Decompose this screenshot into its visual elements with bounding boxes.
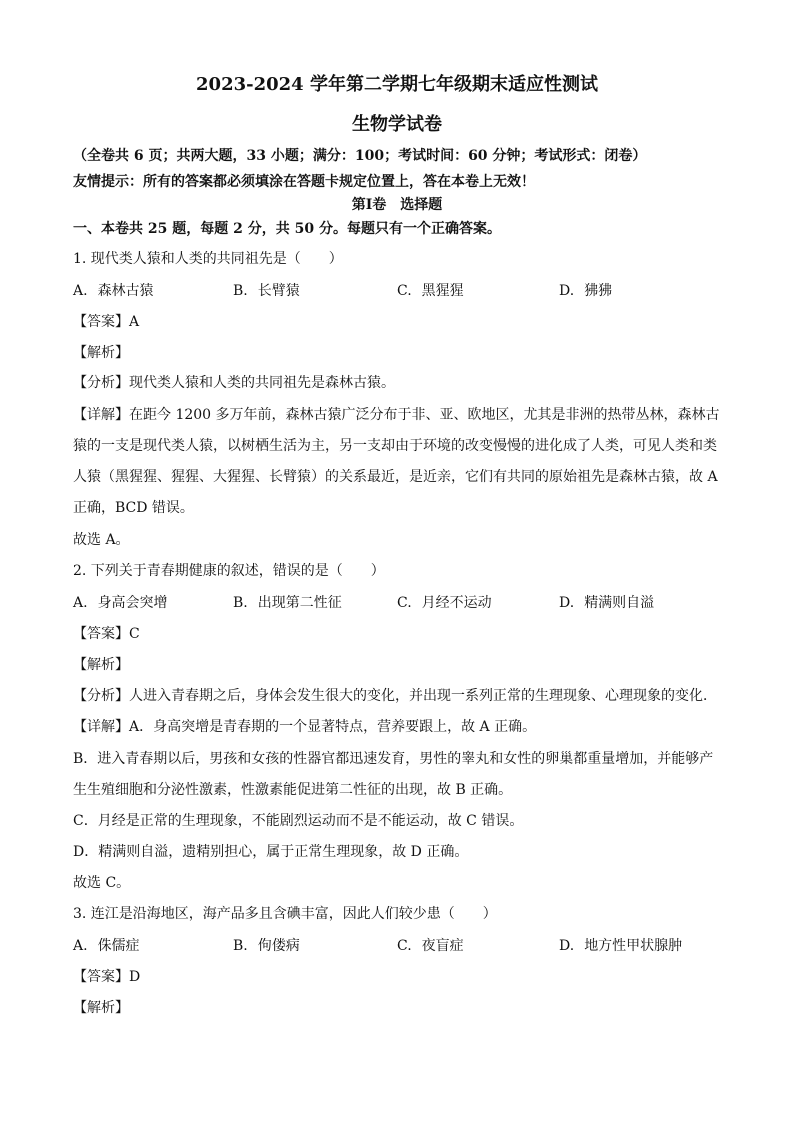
friendly-tip: 友情提示：所有的答案都必须填涂在答题卡规定位置上，答在本卷上无效！ <box>73 174 535 190</box>
question-2-detail-c: C．月经是正常的生理现象，不能剧烈运动而不是不能运动，故 C 错误。 <box>73 813 524 829</box>
section-instruction: 一、本卷共 25 题，每题 2 分，共 50 分。每题只有一个正确答案。 <box>73 221 501 237</box>
part-heading: 第Ⅰ卷 选择题 <box>351 197 443 213</box>
question-1-options <box>73 282 733 300</box>
question-3-analysis-tag: 【解析】 <box>73 1000 129 1016</box>
question-2-analysis-tag: 【解析】 <box>73 657 129 673</box>
exam-info: （全卷共 6 页；共两大题，33 小题；满分：100；考试时间：60 分钟；考试形式：闭卷） <box>73 148 647 164</box>
question-2-detail-d: D．精满则自溢，遗精别担心，属于正常生理现象，故 D 正确。 <box>73 844 469 860</box>
question-2-stem: 2. 下列关于青春期健康的叙述，错误的是（ ） <box>73 563 385 579</box>
question-1-stem: 1. 现代类人猿和人类的共同祖先是（ ） <box>73 251 343 267</box>
question-2-detail-a: 【详解】A．身高突增是青春期的一个显著特点，营养要跟上，故 A 正确。 <box>73 719 537 735</box>
question-3-option-d: D. 地方性甲状腺肿 <box>559 938 683 954</box>
question-1-option-d: D. 狒狒 <box>559 283 613 299</box>
question-2-option-a: A. 身高会突增 <box>73 595 168 611</box>
question-2-option-c: C. 月经不运动 <box>397 595 492 611</box>
question-2-conclusion: 故选 C。 <box>73 875 131 891</box>
question-3-option-a: A. 侏儒症 <box>73 938 140 954</box>
question-1-fenxi: 【分析】现代类人猿和人类的共同祖先是森林古猿。 <box>73 375 395 391</box>
question-2-detail-b-line-2: 生生殖细胞和分泌性激素，性激素能促进第二性征的出现，故 B 正确。 <box>73 782 513 798</box>
question-1-detail-line-4: 正确，BCD 错误。 <box>73 500 194 516</box>
question-2-option-b: B. 出现第二性征 <box>233 595 342 611</box>
question-1-analysis-tag: 【解析】 <box>73 345 129 361</box>
question-2-detail-b-line-1: B．进入青春期以后，男孩和女孩的性器官都迅速发育，男性的睾丸和女性的卵巢都重量增加，并能够产 <box>73 751 714 767</box>
exam-title: 2023-2024 学年第二学期七年级期末适应性测试 <box>196 74 598 95</box>
question-1-conclusion: 故选 A。 <box>73 532 130 548</box>
question-2-options <box>73 594 733 612</box>
question-1-answer: 【答案】A <box>73 314 140 330</box>
question-1-option-b: B. 长臂猿 <box>233 283 300 299</box>
question-1-detail-line-2: 猿的一支是现代类人猿，以树栖生活为主，另一支却由于环境的改变慢慢的进化成了人类，可见人类和类 <box>73 438 717 454</box>
question-2-option-d: D. 精满则自溢 <box>559 595 655 611</box>
question-1-detail-line-1: 【详解】在距今 1200 多万年前，森林古猿广泛分布于非、亚、欧地区，尤其是非洲的热带丛林，森林古 <box>73 407 720 423</box>
question-3-options <box>73 937 733 955</box>
question-1-detail-line-3: 人猿（黑猩猩、猩猩、大猩猩、长臂猿）的关系最近，是近亲，它们有共同的原始祖先是森林古猿，故 A <box>73 469 718 485</box>
question-3-stem: 3. 连江是沿海地区，海产品多且含碘丰富，因此人们较少患（ ） <box>73 906 497 922</box>
question-2-answer: 【答案】C <box>73 626 140 642</box>
question-2-fenxi: 【分析】人进入青春期之后，身体会发生很大的变化，并出现一系列正常的生理现象、心理现象的变化． <box>73 688 717 704</box>
question-3-option-c: C. 夜盲症 <box>397 938 464 954</box>
question-1-option-c: C. 黑猩猩 <box>397 283 464 299</box>
question-3-option-b: B. 佝偻病 <box>233 938 300 954</box>
question-1-option-a: A. 森林古猿 <box>73 283 154 299</box>
exam-subtitle: 生物学试卷 <box>352 114 442 135</box>
question-3-answer: 【答案】D <box>73 969 141 985</box>
